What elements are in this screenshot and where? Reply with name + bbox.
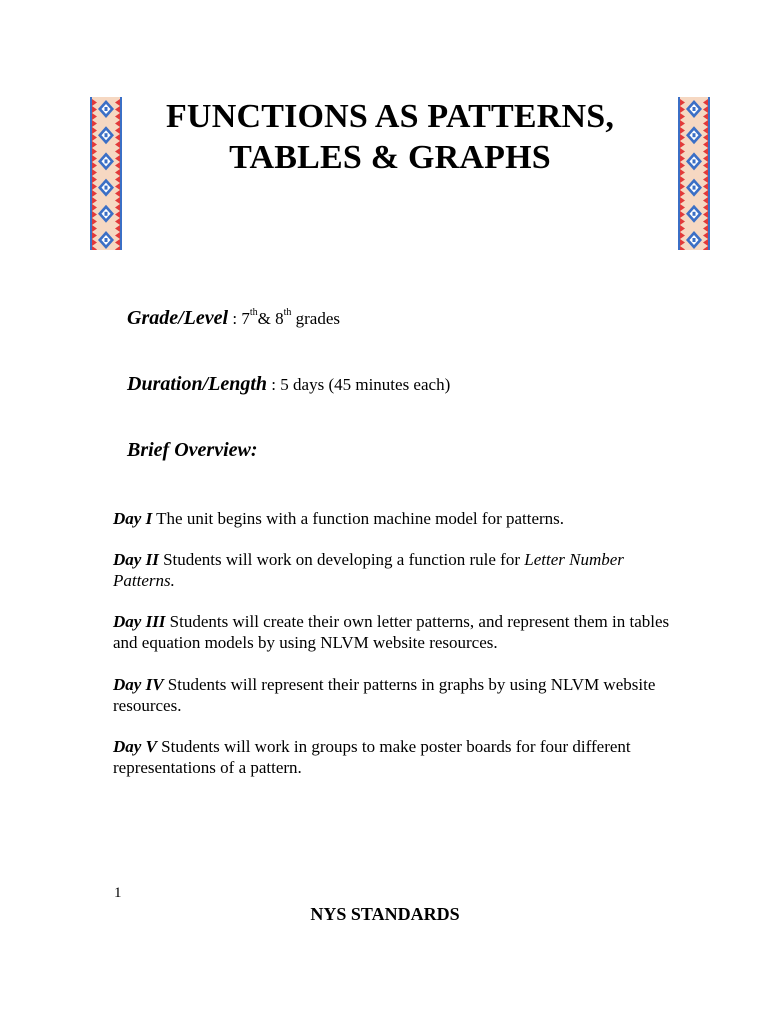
day-5-text: Students will work in groups to make poster boards for four different representations of a pattern. xyxy=(113,737,631,777)
day-3-text: Students will create their own letter patterns, and represent them in tables and equation models by using NLVM website resources. xyxy=(113,612,670,652)
day-2-text: Students will work on developing a function rule for xyxy=(158,550,525,569)
page-number: 1 xyxy=(114,885,122,901)
grade-level-label: Grade/Level xyxy=(127,307,229,329)
day-3-paragraph xyxy=(113,611,673,653)
day-4-text: Students will represent their patterns in graphs by using NLVM website resources. xyxy=(113,675,656,715)
grade-number-1: 7 xyxy=(241,309,250,328)
day-2-label: Day II xyxy=(113,550,159,569)
day-1-label: Day I xyxy=(113,509,153,528)
duration-label: Duration/Length xyxy=(127,373,268,395)
duration-row xyxy=(127,373,450,396)
duration-value: 5 days (45 minutes each) xyxy=(280,375,451,394)
brief-overview-label: Brief Overview: xyxy=(127,439,258,461)
page-title xyxy=(140,96,640,178)
title-line-2: TABLES & GRAPHS xyxy=(229,139,551,176)
grade-ampersand: & xyxy=(257,309,276,328)
day-2-paragraph xyxy=(113,549,673,591)
day-1-text: The unit begins with a function machine model for patterns. xyxy=(152,509,565,528)
grade-number-2: 8 xyxy=(275,309,284,328)
day-2-italic-text: Letter Number Patterns. xyxy=(113,550,624,590)
day-1-paragraph xyxy=(113,508,673,529)
nys-standards-heading: NYS STANDARDS xyxy=(310,904,460,924)
day-5-paragraph xyxy=(113,736,673,778)
grade-level-row xyxy=(127,307,340,330)
day-5-label: Day V xyxy=(113,737,157,756)
decorative-border-right xyxy=(678,97,710,250)
day-4-paragraph xyxy=(113,674,673,716)
duration-separator: : xyxy=(267,375,281,394)
day-4-label: Day IV xyxy=(113,675,164,694)
decorative-border-left xyxy=(90,97,122,250)
grade-ordinal-2: th xyxy=(283,307,292,318)
brief-overview-heading xyxy=(127,439,258,462)
grade-level-separator: : xyxy=(228,309,242,328)
day-3-label: Day III xyxy=(113,612,166,631)
title-line-1: FUNCTIONS AS PATTERNS, xyxy=(165,98,615,135)
grade-ordinal-1: th xyxy=(249,307,258,318)
grade-suffix: grades xyxy=(291,309,340,328)
